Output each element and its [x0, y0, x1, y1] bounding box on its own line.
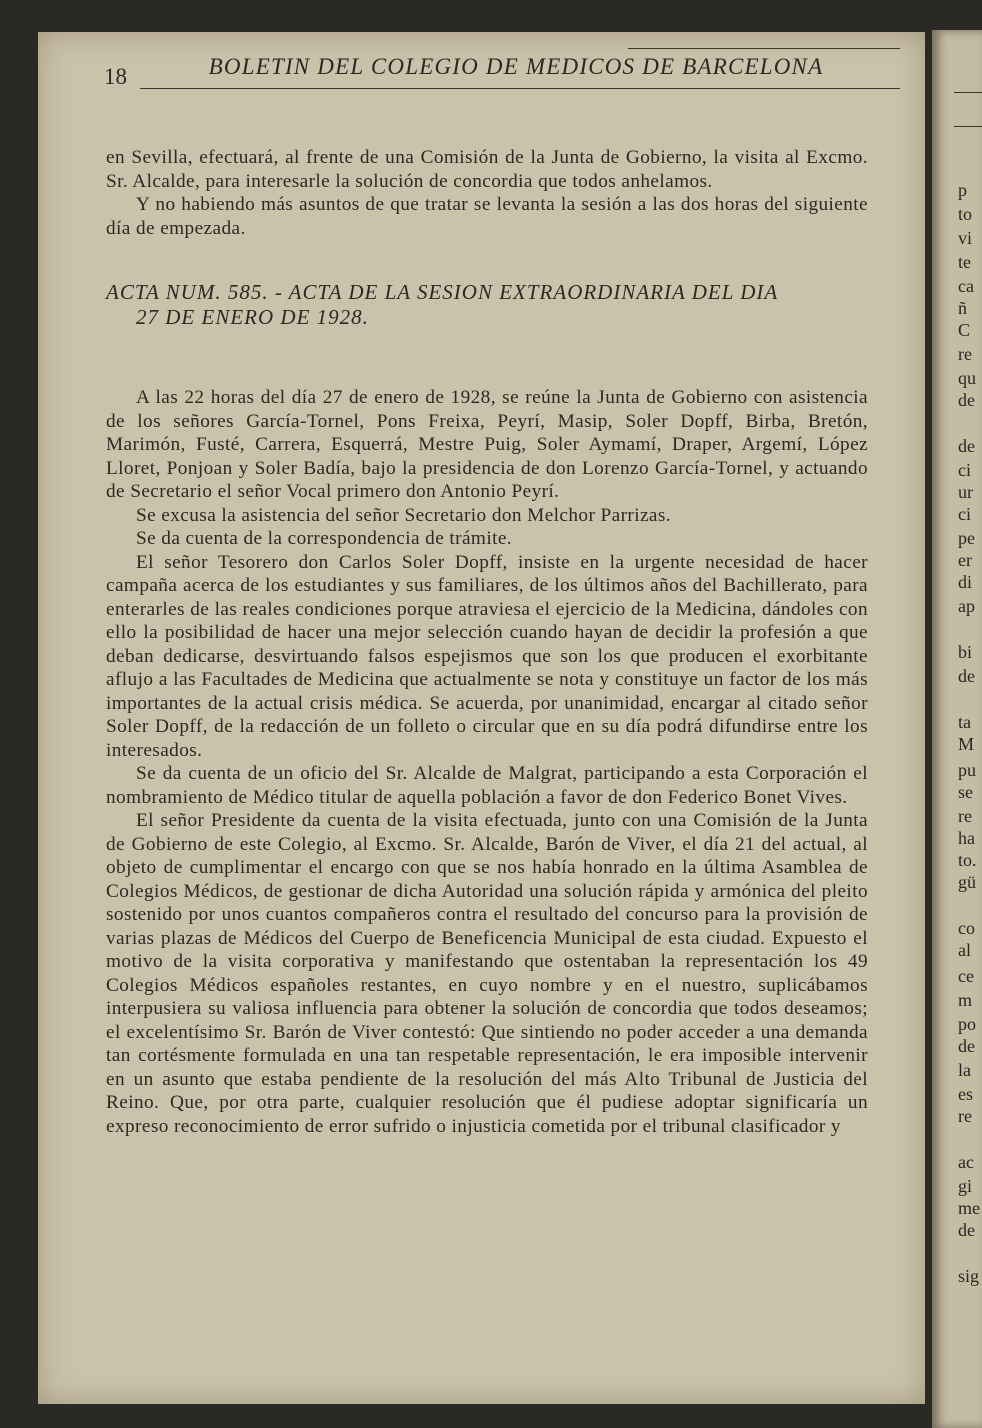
adjacent-page-text-fragment: C: [958, 320, 971, 340]
adjacent-page-text-fragment: vi: [958, 228, 973, 248]
adjacent-page-text-fragment: sig: [958, 1266, 980, 1286]
adjacent-page-text-fragment: p: [958, 180, 967, 200]
adjacent-page-text-fragment: po: [958, 1014, 976, 1034]
adjacent-page-text-fragment: pe: [958, 528, 975, 548]
page-number: 18: [104, 64, 127, 89]
adjacent-page-text-fragment: ap: [958, 596, 975, 616]
adjacent-page-text-fragment: ñ: [958, 298, 967, 318]
paragraph: A las 22 horas del día 27 de enero de 1928, se reúne la Junta de Gobierno con asistencia de los señores García-Tornel, Pons Freixa, Peyrí, Masip, Soler Dopff, Birba, Bretón, Marimón, Fusté, Carrera, Esquerrá, Mestre Puig, Soler Aymamí, Draper, Argemí, López Lloret, Ponjoan y Soler Badía, bajo la presidencia de don Lorenzo García-Tornel, y actuando de Secretario el señor Vocal primero don Antonio Peyrí.: [106, 387, 868, 502]
acta-heading-line: ACTA NUM. 585. - ACTA DE LA SESION EXTRAORDINARIA DEL DIA: [106, 280, 779, 304]
adjacent-page-text-fragment: to.: [958, 850, 977, 870]
adjacent-page-text-fragment: di: [958, 572, 973, 592]
adjacent-page-text-fragment: m: [958, 990, 973, 1010]
adjacent-page-text-fragment: al: [958, 940, 971, 960]
paragraph: en Sevilla, efectuará, al frente de una Comisión de la Junta de Gobierno, la visita al Excmo. Sr. Alcalde, para interesarle la solución de concordia que todos anhelamos.: [106, 147, 868, 192]
adjacent-page-text-fragment: de: [958, 1220, 975, 1240]
acta-heading-line: 27 DE ENERO DE 1928.: [136, 305, 369, 329]
adjacent-page-text-fragment: co: [958, 918, 975, 938]
header-rule: [140, 88, 900, 89]
adjacent-page-text-fragment: ca: [958, 276, 974, 296]
adjacent-page-text-fragment: M: [958, 734, 975, 754]
paragraph: Se da cuenta de la correspondencia de trámite.: [136, 528, 513, 549]
minutes-body: [106, 386, 868, 1138]
adjacent-page-text-fragment: gi: [958, 1176, 973, 1196]
adjacent-page-text-fragment: qu: [958, 368, 976, 388]
adjacent-page-text-fragment: ci: [958, 504, 971, 524]
adjacent-page-text-fragment: ce: [958, 966, 974, 986]
adjacent-page-text-fragment: de: [958, 390, 975, 410]
intro-text: [106, 146, 868, 240]
acta-heading: [106, 280, 868, 330]
adjacent-page-text-fragment: ha: [958, 828, 975, 848]
adjacent-page-text-fragment: de: [958, 666, 975, 686]
adjacent-page-text-fragment: me: [958, 1198, 980, 1218]
adjacent-page-text-fragment: ci: [958, 460, 971, 480]
header-rule: [628, 48, 900, 49]
adjacent-page-text-fragment: es: [958, 1084, 973, 1104]
paragraph: Se excusa la asistencia del señor Secretario don Melchor Parrizas.: [136, 504, 672, 526]
adjacent-page-text-fragment: ac: [958, 1152, 974, 1172]
adjacent-page-text-fragment: ur: [958, 482, 973, 502]
paragraph: Se da cuenta de un oficio del Sr. Alcalde de Malgrat, participando a esta Corporación el nombramiento de Médico titular de aquella población a favor de don Federico Bonet Vives.: [106, 763, 868, 808]
adjacent-page-text-fragment: se: [958, 782, 973, 802]
adjacent-page-edge: [932, 30, 982, 1428]
adjacent-page-text-fragment: bi: [958, 642, 973, 662]
adjacent-page-text-fragment: re: [958, 806, 972, 826]
adjacent-page-text-fragment: re: [958, 344, 972, 364]
paragraph: El señor Tesorero don Carlos Soler Dopff, insiste en la urgente necesidad de hacer campaña acerca de los estudiantes y sus familiares, de los últimos años del Bachillerato, para enterarles de las reales condiciones porque atraviesa el ejercicio de la Medicina, dándoles con ello la posibilidad de hacer una mejor selección cuando hayan de decidir la profesión a que deban dedicarse, desvirtuando falsos espejismos que son los que producen el exorbitante aflujo a las Facultades de Medicina que actualmente se nota y constituye un factor de los más importantes de la actual crisis médica. Se acuerda, por unanimidad, encargar al citado señor Soler Dopff, de la redacción de un folleto o circular que en su día podrá difundirse entre los interesados.: [106, 551, 868, 761]
adjacent-page-text-fragment: er: [958, 550, 972, 570]
running-header-title: BOLETIN DEL COLEGIO DE MEDICOS DE BARCELONA: [208, 54, 824, 79]
adjacent-header-rule: [954, 126, 982, 127]
paragraph: Y no habiendo más asuntos de que tratar se levanta la sesión a las dos horas del siguiente día de empezada.: [106, 194, 868, 239]
adjacent-page-text-fragment: de: [958, 1036, 975, 1056]
adjacent-header-rule: [954, 92, 982, 93]
paragraph: El señor Presidente da cuenta de la visita efectuada, junto con una Comisión de la Junta de Gobierno de este Colegio, al Excmo. Sr. Alcalde, Barón de Viver, el día 21 del actual, al objeto de cumplimentar el encargo con que se nos había honrado en la última Asamblea de Colegios Médicos, de gestionar de dicha Autoridad una solución rápida y armónica del pleito sostenido por unos cuantos compañeros contra el resultado del concurso para la provisión de varias plazas de Médicos del Cuerpo de Beneficencia Municipal de esta ciudad. Expuesto el motivo de la visita corporativa y manifestando que ostentaban la representación los 49 Colegios Médicos españoles restantes, en cuyo nombre y en el nuestro, suplicábamos interpusiera su valiosa influencia para obtener la solución de concordia que todos deseamos; el excelentísimo Sr. Barón de Viver contestó: Que sintiendo no poder acceder a una demanda tan cortésmente formulada en una tan respetable representación, le era imposible intervenir en un asunto que estaba pendiente de la resolución del más Alto Tribunal de Justicia del Reino. Que, por otra parte, cualquier resolución que él pudiese adoptar significaría un expreso reconocimiento de error sufrido o injusticia cometida por el tribunal clasificador y: [106, 810, 868, 1137]
adjacent-page-text-fragment: te: [958, 252, 971, 272]
adjacent-page-text-fragment: la: [958, 1060, 971, 1080]
adjacent-page-text-fragment: ta: [958, 712, 971, 732]
adjacent-page-text-fragment: to: [958, 204, 973, 224]
adjacent-page-text-fragment: gü: [958, 872, 976, 892]
adjacent-page-text-fragment: re: [958, 1106, 972, 1126]
adjacent-page-text-fragment: de: [958, 436, 975, 456]
adjacent-page-text-fragment: pu: [958, 760, 976, 780]
